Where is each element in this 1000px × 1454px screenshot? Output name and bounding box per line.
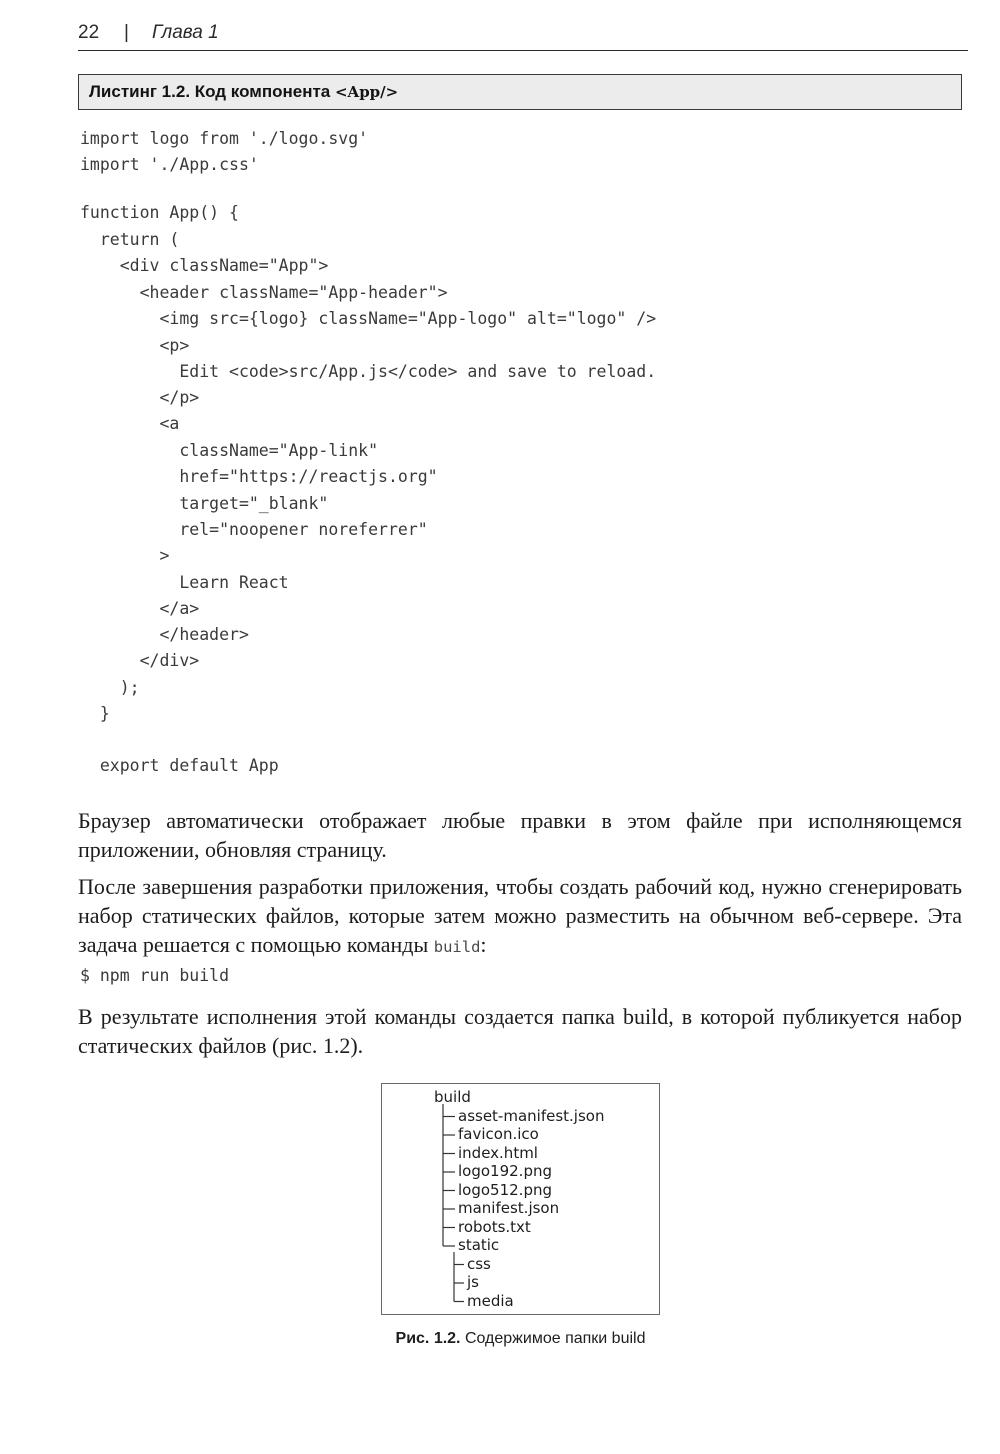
code-line: <header className="App-header"> [80,283,448,302]
paragraph-browser-reload: Браузер автоматически отображает любые правки в этом файле при исполняющемся приложении, обновляя страницу. [78,808,962,862]
tree-item: asset-manifest.json [458,1106,605,1125]
tree-item: index.html [458,1143,538,1162]
tree-item: js [467,1273,479,1291]
inline-code-build: build [433,938,481,956]
code-line: import './App.css' [80,155,259,174]
code-line: > [80,546,170,565]
paragraph-build-intro [78,872,962,962]
header-separator: | [124,22,129,43]
page-number: 22 [78,22,100,43]
code-line: export default App [80,756,279,775]
code-line: <a [80,414,180,433]
code-line: function App() { [80,203,239,222]
code-line: </p> [80,388,200,407]
build-folder-tree-figure [381,1083,660,1315]
chapter-title: Глава 1 [152,22,219,43]
tree-item: media [467,1291,514,1310]
paragraph-build-intro-end: : [480,932,487,957]
code-line: Edit <code>src/App.js</code> and save to reload. [80,362,657,381]
code-line: href="https://reactjs.org" [80,467,438,486]
figure-caption-label: Рис. 1.2. [395,1330,461,1347]
running-head [78,22,968,51]
listing-caption-code: <App/> [334,83,399,101]
tree-item: logo512.png [458,1180,552,1199]
figure-caption-text: Содержимое папки build [460,1330,646,1347]
code-line: </header> [80,625,249,644]
tree-item: css [467,1254,491,1273]
code-line: className="App-link" [80,441,379,460]
command-line: $ npm run build [80,966,230,985]
code-line: return ( [80,230,180,249]
tree-item: build [434,1088,471,1106]
tree-item: static [458,1236,500,1254]
figure-caption [381,1330,660,1348]
code-line: ); [80,678,140,697]
code-line: <img src={logo} className="App-logo" alt="logo" /> [80,309,657,328]
code-line: </a> [80,599,200,618]
listing-caption [78,74,962,110]
listing-caption-label: Листинг 1.2. Код компонента [89,82,335,101]
code-line: Learn React [80,573,289,592]
code-line: target="_blank" [80,494,329,513]
code-line: import logo from './logo.svg' [80,129,369,148]
tree-item: favicon.ico [458,1125,539,1143]
code-line: rel="noopener noreferrer" [80,520,428,539]
code-line: <p> [80,336,190,355]
code-line: } [80,704,110,723]
tree-item: manifest.json [458,1199,560,1217]
tree-item: logo192.png [458,1162,552,1180]
paragraph-build-intro-text: После завершения разработки приложения, чтобы создать рабочий код, нужно сгенерировать набор статических файлов, которые затем можно разместить на обычном веб-сервере. Эта задача решается с помощью команды [78,874,962,957]
code-line: <div className="App"> [80,256,329,275]
paragraph-build-result: В результате исполнения этой команды создается папка build, в которой публикуется набор статических файлов (рис. 1.2). [78,1004,962,1058]
code-line: </div> [80,651,200,670]
tree-item: robots.txt [458,1217,531,1236]
